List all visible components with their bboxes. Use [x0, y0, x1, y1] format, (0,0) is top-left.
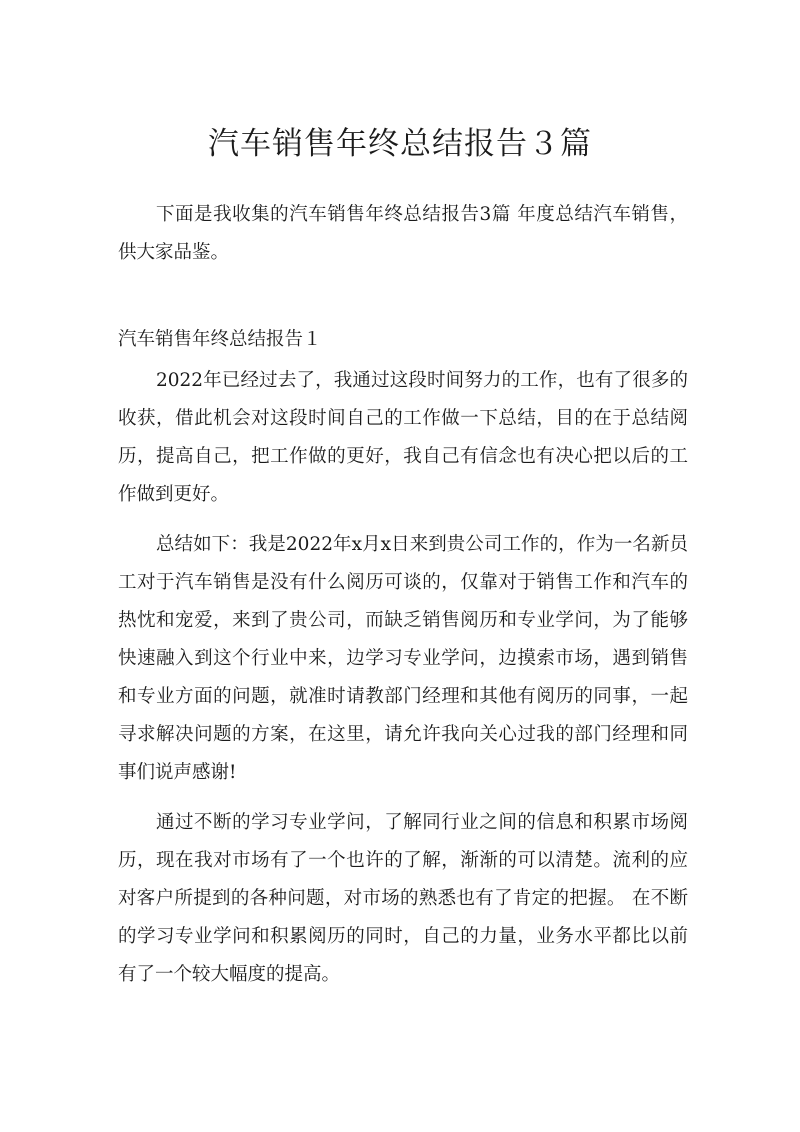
document-title: 汽车销售年终总结报告３篇 [208, 126, 592, 162]
body-paragraph: 2022年已经过去了，我通过这段时间努力的工作，也有了很多的收获，借此机会对这段时间自己的工作做一下总结，目的在于总结阅历，提高自己，把工作做的更好，我自己有信念也有决心把以后的工作做到更好。 [118, 370, 688, 505]
section-heading: 汽车销售年终总结报告１ [118, 329, 322, 350]
body-paragraph: 通过不断的学习专业学问，了解同行业之间的信息和积累市场阅历，现在我对市场有了一个也许的了解，渐渐的可以清楚。流利的应对客户所提到的各种问题，对市场的熟悉也有了肯定的把握。 在不断的学习专业学问和积累阅历的同时，自己的力量，业务水平都比以前有了一个较大幅度的提高。 [118, 812, 688, 985]
intro-paragraph: 下面是我收集的汽车销售年终总结报告3篇 年度总结汽车销售，供大家品鉴。 [118, 204, 688, 263]
body-text [118, 362, 688, 1006]
body-paragraph: 总结如下：我是2022年x月x日来到贵公司工作的，作为一名新员工对于汽车销售是没有什么阅历可谈的，仅靠对于销售工作和汽车的热忱和宠爱，来到了贵公司，而缺乏销售阅历和专业学问，为了能够快速融入到这个行业中来，边学习专业学问，边摸索市场，遇到销售和专业方面的问题，就准时请教部门经理和其他有阅历的同事，一起寻求解决问题的方案，在这里，请允许我向关心过我的部门经理和同事们说声感谢! [118, 534, 688, 783]
